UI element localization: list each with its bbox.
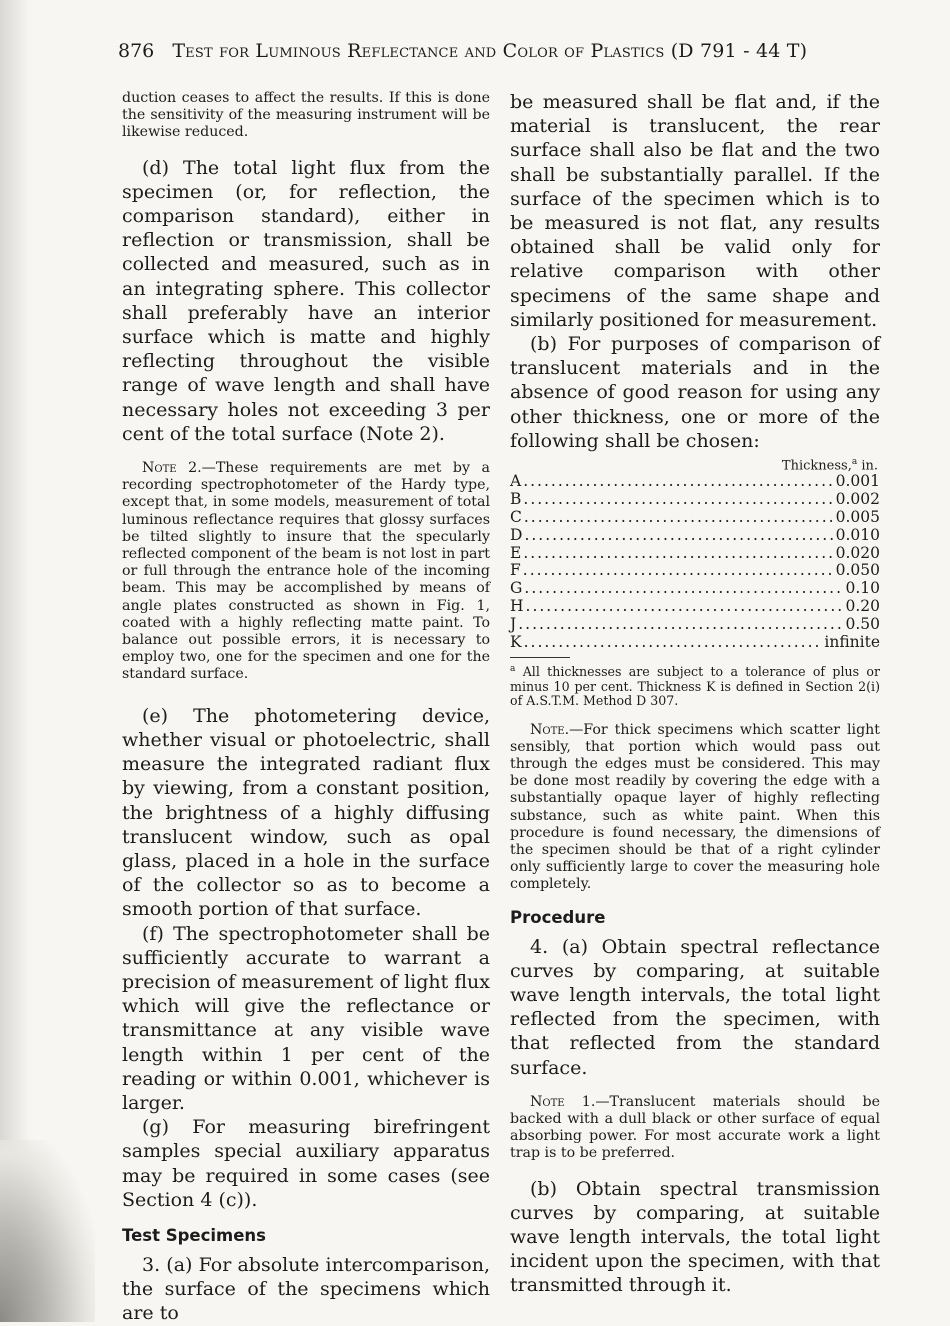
paragraph-d: (d) The total light flux from the specimen (or, for reflection, the comparison standard), either in reflection or transmission, shall be collected and measured, such as in an integrating sphere. This collector shall preferably have an interior surface which is matte and highly reflecting throughout the visible range of wave length and shall have necessary holes not exceeding 3 per cent of the total surface (Note 2). — [122, 156, 490, 445]
thickness-row — [510, 634, 880, 652]
leader-dots — [524, 634, 823, 652]
leader-dots — [524, 527, 833, 545]
thickness-label: K — [510, 632, 522, 651]
thickness-table — [510, 473, 880, 651]
note-head: Note. — [530, 721, 570, 738]
note-2-head: Note 2. — [142, 460, 202, 477]
thickness-label: B — [510, 490, 522, 509]
thickness-value: 0.001 — [835, 472, 880, 491]
scan-thumb-shadow — [0, 1140, 95, 1322]
paragraph-4b: (b) Obtain spectral transmission curves by comparing, at suitable wave length intervals, the total light incident upon the specimen, with that transmitted through it. — [510, 1177, 880, 1297]
leader-dots — [523, 473, 833, 491]
leader-dots — [526, 598, 844, 616]
section-heading-procedure: Procedure — [510, 907, 606, 927]
section-heading-test-specimens: Test Specimens — [122, 1225, 266, 1245]
thickness-row — [510, 527, 880, 545]
thickness-label: H — [510, 596, 524, 615]
note-2 — [122, 460, 490, 684]
left-column — [122, 90, 490, 1325]
thickness-label: G — [510, 579, 523, 598]
paragraph-f: (f) The spectrophotometer shall be sufficiently accurate to warrant a precision of measurement of light flux which will give the reflectance or transmittance at any visible wave length within 1 per cent of the reading or within 0.001, whichever is larger. — [122, 922, 490, 1114]
paragraph-4a: 4. (a) Obtain spectral reflectance curves by comparing, at suitable wave length intervals, the total light reflected from the specimen, with that reflected from the standard surface. — [510, 935, 880, 1079]
thickness-label: D — [510, 525, 523, 544]
thickness-footnote: $^a$ All thicknesses are subject to a tolerance of plus or minus 10 per cent. Thickness K is defined in Section 2(i) of A.S.T.M. Method D 307. — [510, 664, 880, 708]
right-column — [510, 90, 880, 1297]
thickness-row — [510, 491, 880, 509]
leader-dots — [523, 545, 833, 563]
note-1-head: Note 1. — [530, 1093, 596, 1110]
thickness-row — [510, 616, 880, 634]
thickness-label: J — [510, 614, 517, 633]
note-text: —For thick specimens which scatter light sensibly, that portion which would pass out through the edges must be considered. This may be done most readily by covering the edge with a substantially opaque layer of highly reflecting substance, such as white paint. When this procedure is found necessary, the dimensions of the specimen should be that of a right cylinder only sufficiently large to cover the measuring hole completely. — [510, 721, 880, 893]
thickness-label: A — [510, 472, 522, 491]
thickness-value: 0.005 — [835, 507, 880, 526]
paragraph-g: (g) For measuring birefringent samples special auxiliary apparatus may be required in some cases (see Section 4 (c)). — [122, 1116, 490, 1211]
thickness-row — [510, 509, 880, 527]
thickness-row — [510, 598, 880, 616]
note-thick-specimens — [510, 722, 880, 894]
paragraph-continued: duction ceases to affect the results. If this is done the sensitivity of the measuring instrument will be likewise reduced. — [122, 90, 490, 141]
note-2-text: —These requirements are met by a recording spectrophotometer of the Hardy type, except that, in some models, measurement of total luminous reflectance requires that glossy surfaces be tilted slightly to insure that the specularly reflected component of the beam is not lost in part or full through the entrance hole of the incoming beam. This may be accomplished by means of angle plates constructed as shown in Fig. 1, coated with a highly reflecting matte paint. To balance out possible errors, it is necessary to employ two, one for the specimen and one for the standard surface. — [122, 460, 490, 683]
thickness-value: 0.50 — [845, 614, 880, 633]
thickness-row — [510, 562, 880, 580]
thickness-row — [510, 473, 880, 491]
paragraph-3a: 3. (a) For absolute intercomparison, the surface of the specimens which are to — [122, 1253, 490, 1325]
running-header — [118, 40, 878, 74]
thickness-value: 0.20 — [845, 596, 880, 615]
thickness-table-header: Thickness,$^a$ in. — [781, 457, 878, 474]
thickness-row — [510, 580, 880, 598]
paragraph-e: (e) The photometering device, whether visual or photoelectric, shall measure the integrated radiant flux by viewing, from a constant position, the brightness of a highly diffusing translucent window, such as opal glass, placed in a hole in the surface of the collector so as to become a smooth portion of that surface. — [122, 704, 490, 921]
thickness-label: F — [510, 561, 521, 580]
thickness-value: 0.020 — [835, 543, 880, 562]
note-1 — [510, 1094, 880, 1163]
leader-dots — [524, 580, 843, 598]
leader-dots — [524, 509, 834, 527]
thickness-value: 0.10 — [845, 579, 880, 598]
page-number: 876 — [118, 40, 155, 62]
binding-shadow — [0, 0, 30, 1322]
thickness-label: C — [510, 507, 522, 526]
paragraph-continued-right: be measured shall be flat and, if the material is translucent, the rear surface shall also be flat and the two shall be substantially parallel. If the surface of the specimen which is to be measured is not flat, any results obtained shall be valid only for relative comparison with other specimens of the same shape and similarly positioned for measurement. — [510, 91, 880, 331]
thickness-value: infinite — [824, 632, 880, 651]
paragraph-b: (b) For purposes of comparison of translucent materials and in the absence of good reason for using any other thickness, one or more of the following shall be chosen: — [510, 333, 880, 452]
leader-dots — [523, 491, 833, 509]
thickness-value: 0.010 — [835, 525, 880, 544]
thickness-label: E — [510, 543, 522, 562]
leader-dots — [518, 616, 843, 634]
thickness-row — [510, 545, 880, 563]
thickness-value: 0.002 — [835, 490, 880, 509]
footnote-rule — [510, 657, 570, 658]
running-title: Test for Luminous Reflectance and Color of Plastics (D 791 - 44 T) — [172, 40, 808, 62]
leader-dots — [523, 562, 834, 580]
note-1-text: —Translucent materials should be backed with a dull black or other surface of equal absorbing power. For most accurate work a light trap is to be preferred. — [510, 1093, 880, 1162]
thickness-value: 0.050 — [835, 561, 880, 580]
